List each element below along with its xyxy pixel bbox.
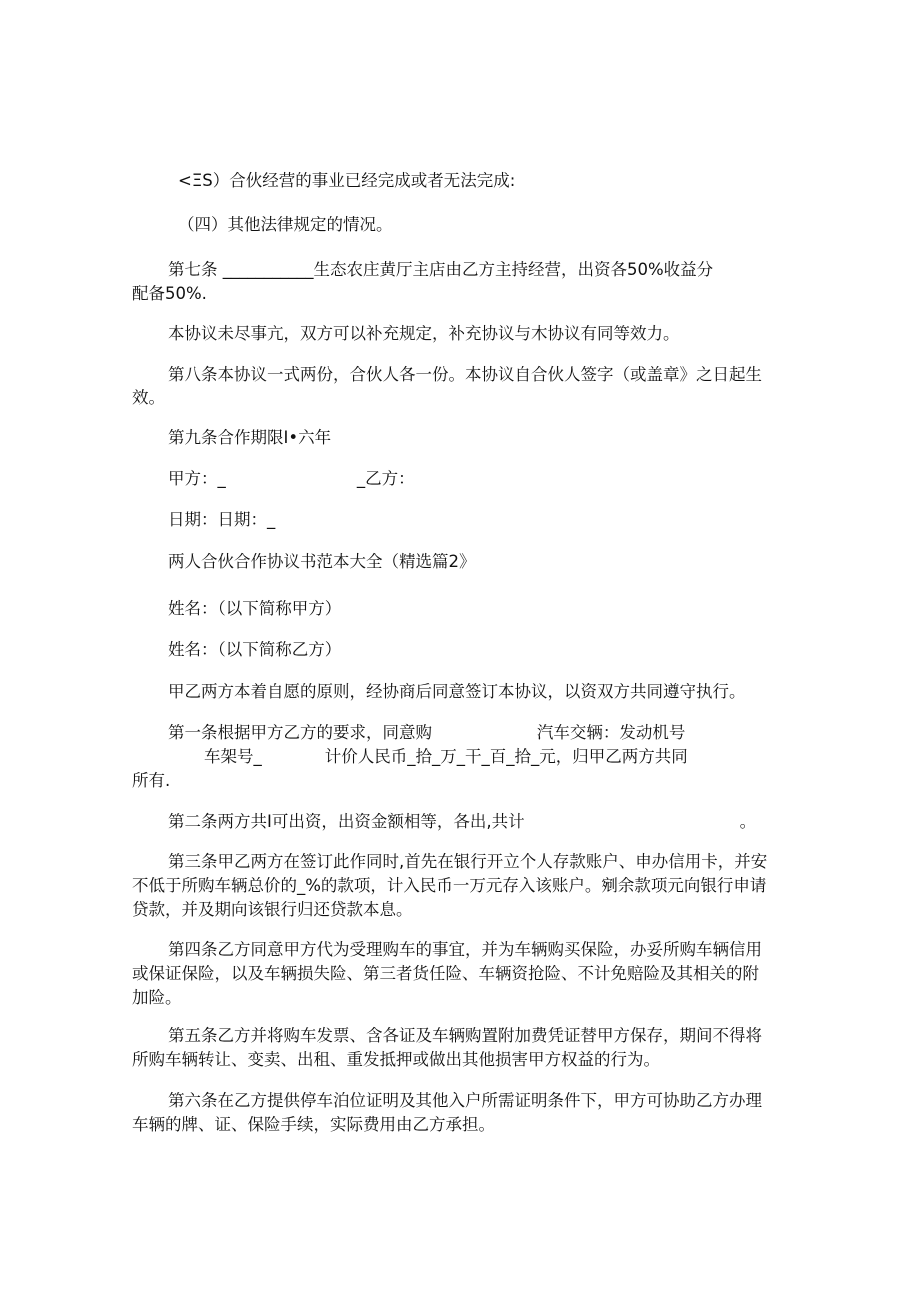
article-six-line-2: 车辆的牌、证、保险手续，实际费用由乙方承担。 [132, 1115, 495, 1134]
party-signature-line: 甲方：_ _乙方： [168, 469, 415, 488]
article-three-line-3: 贷款，并及期向该银行归还贷款本息。 [132, 900, 413, 919]
article-two: 第二条两方共I可出资，出资金额相等，各出,共计 。 [168, 812, 757, 831]
article-eight-line-1: 第八条本协议一式两份，合伙人各一份。本协议自合伙人签字（或盖章》之日起生 [168, 365, 762, 384]
article-four-line-1: 第四条乙方同意甲方代为受理购车的事宜，并为车辆购买保险，办妥所购车辆信用 [168, 940, 762, 959]
supplement-clause: 本协议未尽事亢，双方可以补充规定，补充协议与木协议有同等效力。 [168, 324, 680, 343]
article-seven-line-1: 第七条 ___________生态农庄黄厅主店由乙方主持经营，出资各50%收益分 [168, 260, 714, 279]
article-three-line-1: 第三条甲乙两方在签订此作同时,首先在银行开立个人存款账户、申办信用卡，并安 [168, 852, 768, 871]
section-title: 两人合伙合作协议书范本大全（精选篇2》 [168, 552, 476, 571]
article-four-line-2: 或保证保险，以及车辆损失险、第三者货任险、车辆资抢险、不计免赔险及其相关的附 [132, 964, 759, 983]
date-line: 日期：日期：_ [168, 510, 276, 529]
clause-item-three: <ΞS）合伙经营的事业已经完成或者无法完成: [178, 171, 516, 190]
article-five-line-2: 所购车辆转让、变卖、出租、重发抵押或做出其他损害甲方权益的行为。 [132, 1050, 660, 1069]
party-a-name: 姓名：（以下简称甲方） [168, 599, 342, 618]
clause-item-four: （四）其他法律规定的情况。 [178, 215, 393, 234]
article-one-line-3: 所有. [132, 771, 171, 790]
article-one-line-2: 车架号_ 计价人民币_拾_万_干_百_拾_元，归甲乙两方共同 [204, 747, 688, 766]
article-four-line-3: 加险。 [132, 988, 182, 1007]
article-five-line-1: 第五条乙方并将购车发票、含各证及车辆购置附加费凭证替甲方保存，期间不得将 [168, 1026, 762, 1045]
agreement-preamble: 甲乙两方本着自愿的原则，经协商后同意签订本协议，以资双方共同遵守执行。 [168, 682, 746, 701]
party-b-name: 姓名：（以下简称乙方） [168, 640, 342, 659]
article-one-line-1: 第一条根据甲方乙方的要求，同意购 汽车交辆：发动机号 [168, 723, 686, 742]
article-six-line-1: 第六条在乙方提供停车泊位证明及其他入户所需证明条件下，甲方可协助乙方办理 [168, 1091, 762, 1110]
article-eight-line-2: 效。 [132, 388, 165, 407]
article-three-line-2: 不低于所购车辆总价的_%的款项，计入民币一万元存入该账户。剜余款项元向银行申请 [132, 876, 767, 895]
article-nine: 第九条合作期限I•六年 [168, 428, 332, 447]
article-seven-line-2: 配备50%. [132, 284, 207, 303]
